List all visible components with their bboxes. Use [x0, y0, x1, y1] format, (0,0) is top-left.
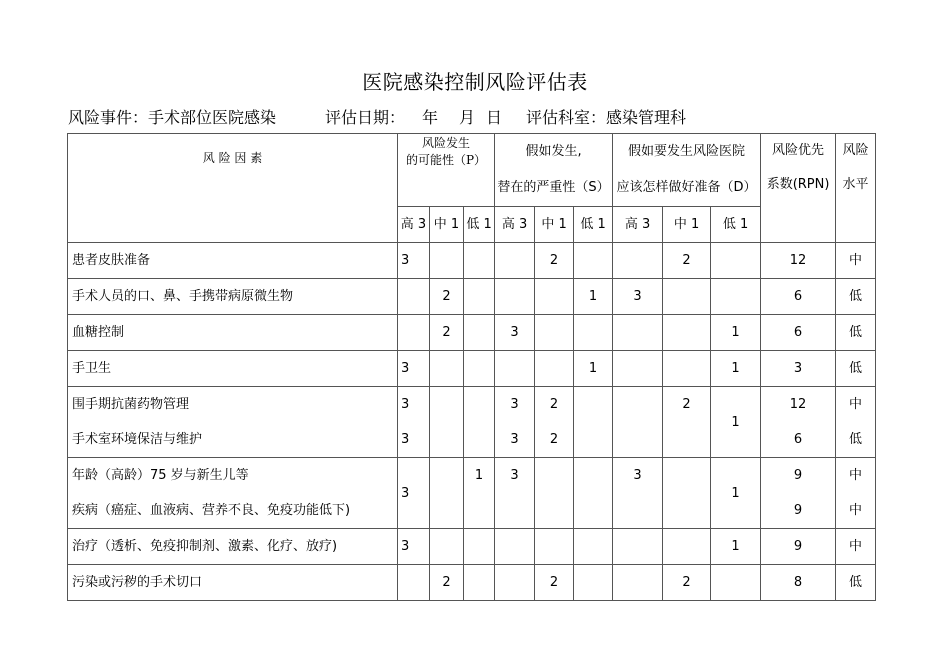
header-d-low: 低 1: [711, 207, 761, 243]
page-title: 医院感染控制风险评估表: [362, 70, 588, 94]
d-low-cell: 1: [711, 458, 761, 529]
s-high-cell: [495, 351, 535, 387]
p-mid-cell: [430, 387, 464, 458]
d-low-cell: 1: [711, 529, 761, 565]
risk-event-label: 风险事件：手术部位医院感染: [68, 108, 277, 127]
header-preparedness: 假如要发生风险医院 应该怎样做好准备（D）: [613, 134, 761, 207]
d-low-cell: 1: [711, 351, 761, 387]
table-row: [68, 351, 876, 387]
s-mid-cell: [535, 315, 574, 351]
risk-factor: 血糖控制: [68, 315, 398, 351]
p-high-cell: 3: [398, 529, 430, 565]
table-row: [68, 565, 876, 601]
p-high-cell: [398, 315, 430, 351]
d-low-cell: [711, 243, 761, 279]
d-high-cell: [613, 565, 663, 601]
header-d-high: 高 3: [613, 207, 663, 243]
table-row: [68, 279, 876, 315]
risk-factor: 年龄（高龄）75 岁与新生儿等: [68, 458, 398, 494]
header-rpn: 风险优先 系数(RPN): [761, 134, 836, 243]
table-row: [68, 387, 876, 423]
d-mid-cell: 2: [663, 387, 711, 423]
risk-factor: 手术人员的口、鼻、手携带病原微生物: [68, 279, 398, 315]
risk-level-cell: 中: [836, 529, 876, 565]
p-low-cell: [464, 529, 495, 565]
d-high-cell: 3: [613, 458, 663, 494]
s-mid-cell: 2: [535, 565, 574, 601]
header-s-low: 低 1: [574, 207, 613, 243]
p-mid-cell: [430, 351, 464, 387]
rpn-cell: 6: [761, 422, 836, 458]
table-row: [68, 243, 876, 279]
s-low-cell: [574, 565, 613, 601]
p-mid-cell: 2: [430, 315, 464, 351]
p-low-cell: [464, 243, 495, 279]
risk-level-cell: 中: [836, 458, 876, 494]
s-low-cell: [574, 458, 613, 529]
s-high-cell: [495, 529, 535, 565]
s-high-cell: [495, 493, 535, 529]
rpn-cell: 3: [761, 351, 836, 387]
s-high-cell: [495, 243, 535, 279]
date-day: 日: [486, 108, 503, 127]
p-low-cell: [464, 351, 495, 387]
risk-level-cell: 低: [836, 422, 876, 458]
rpn-cell: 9: [761, 458, 836, 494]
s-high-cell: 3: [495, 422, 535, 458]
s-mid-cell: [535, 279, 574, 315]
p-mid-cell: [430, 529, 464, 565]
risk-level-cell: 中: [836, 243, 876, 279]
s-low-cell: [574, 529, 613, 565]
d-high-cell: [613, 387, 663, 458]
s-mid-cell: [535, 458, 574, 529]
s-high-cell: [495, 565, 535, 601]
s-mid-cell: [535, 351, 574, 387]
s-high-cell: 3: [495, 458, 535, 494]
table-row: [68, 458, 876, 494]
p-high-cell: 3: [398, 351, 430, 387]
s-mid-cell: 2: [535, 422, 574, 458]
d-high-cell: [613, 493, 663, 529]
p-mid-cell: [430, 458, 464, 529]
s-low-cell: [574, 387, 613, 458]
assessment-date-label: 评估日期：: [325, 108, 406, 127]
d-high-cell: 3: [613, 279, 663, 315]
p-low-cell: 1: [464, 458, 495, 494]
risk-factor: 围手期抗菌药物管理: [68, 387, 398, 423]
d-mid-cell: 2: [663, 565, 711, 601]
s-mid-cell: 2: [535, 243, 574, 279]
s-low-cell: [574, 315, 613, 351]
s-mid-cell: 2: [535, 387, 574, 423]
d-mid-cell: 2: [663, 243, 711, 279]
header-risk-level: 风险 水平: [836, 134, 876, 243]
s-high-cell: [495, 279, 535, 315]
risk-level-cell: 中: [836, 387, 876, 423]
p-low-cell: [464, 493, 495, 529]
risk-level-cell: 低: [836, 565, 876, 601]
d-low-cell: [711, 279, 761, 315]
d-high-cell: [613, 315, 663, 351]
p-mid-cell: 2: [430, 565, 464, 601]
date-year: 年: [422, 108, 439, 127]
p-mid-cell: [430, 243, 464, 279]
header-p-mid: 中 1: [430, 207, 464, 243]
risk-level-cell: 低: [836, 315, 876, 351]
p-high-cell: 3: [398, 422, 430, 458]
d-low-cell: [711, 565, 761, 601]
p-high-cell: [398, 565, 430, 601]
table-row: [68, 315, 876, 351]
risk-factor: 手术室环境保洁与维护: [68, 422, 398, 458]
rpn-cell: 6: [761, 315, 836, 351]
p-high-cell: 3: [398, 458, 430, 529]
p-high-cell: [398, 279, 430, 315]
risk-level-cell: 低: [836, 279, 876, 315]
risk-factor: 手卫生: [68, 351, 398, 387]
s-low-cell: [574, 243, 613, 279]
rpn-cell: 9: [761, 529, 836, 565]
header-d-mid: 中 1: [663, 207, 711, 243]
p-mid-cell: 2: [430, 279, 464, 315]
d-mid-cell: [663, 351, 711, 387]
p-low-cell: [464, 315, 495, 351]
d-mid-cell: [663, 422, 711, 458]
header-p-high: 高 3: [398, 207, 430, 243]
header-risk-factor: 风 险 因 素: [68, 134, 398, 243]
s-mid-cell: [535, 529, 574, 565]
header-severity: 假如发生, 替在的严重性（S）: [495, 134, 613, 207]
assessment-dept-label: 评估科室：感染管理科: [526, 108, 687, 127]
d-mid-cell: [663, 279, 711, 315]
d-mid-cell: [663, 315, 711, 351]
risk-level-cell: 中: [836, 493, 876, 529]
risk-factor: 治疗（透析、免疫抑制剂、激素、化疗、放疗): [68, 529, 398, 565]
risk-level-cell: 低: [836, 351, 876, 387]
p-low-cell: [464, 565, 495, 601]
d-low-cell: 1: [711, 387, 761, 458]
header-likelihood: 风险发生 的可能性（P）: [398, 134, 495, 207]
s-high-cell: 3: [495, 315, 535, 351]
header-p-low: 低 1: [464, 207, 495, 243]
p-low-cell: [464, 387, 495, 458]
risk-factor: 污染或污秽的手术切口: [68, 565, 398, 601]
d-high-cell: [613, 529, 663, 565]
d-high-cell: [613, 243, 663, 279]
s-low-cell: 1: [574, 279, 613, 315]
d-mid-cell: [663, 529, 711, 565]
rpn-cell: 12: [761, 387, 836, 423]
rpn-cell: 6: [761, 279, 836, 315]
header-s-mid: 中 1: [535, 207, 574, 243]
d-low-cell: 1: [711, 315, 761, 351]
d-mid-cell: [663, 458, 711, 529]
risk-factor: 患者皮肤准备: [68, 243, 398, 279]
p-low-cell: [464, 279, 495, 315]
p-high-cell: 3: [398, 243, 430, 279]
p-high-cell: 3: [398, 387, 430, 423]
rpn-cell: 12: [761, 243, 836, 279]
table-row: [68, 529, 876, 565]
s-high-cell: 3: [495, 387, 535, 423]
d-high-cell: [613, 351, 663, 387]
rpn-cell: 8: [761, 565, 836, 601]
date-month: 月: [459, 108, 476, 127]
rpn-cell: 9: [761, 493, 836, 529]
s-low-cell: 1: [574, 351, 613, 387]
risk-factor: 疾病（癌症、血液病、营养不良、免疫功能低下): [68, 493, 398, 529]
header-s-high: 高 3: [495, 207, 535, 243]
risk-assessment-table: [67, 133, 876, 601]
